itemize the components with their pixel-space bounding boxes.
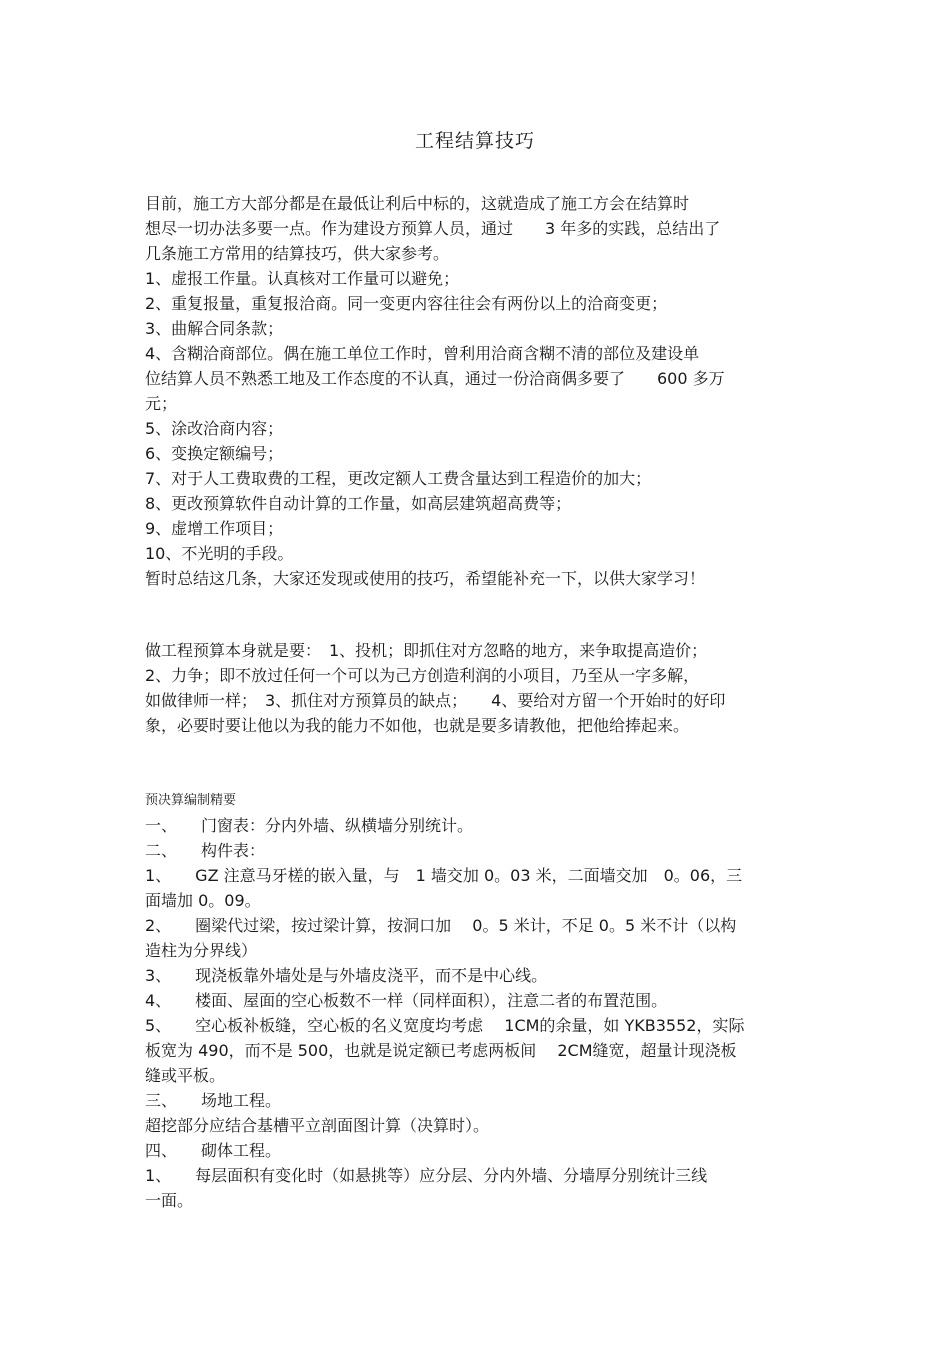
paragraph-line: 超挖部分应结合基槽平立剖面图计算（决算时）。 — [145, 1116, 490, 1135]
paragraph-line: 几条施工方常用的结算技巧，供大家参考。 — [145, 244, 450, 263]
list-item: 6、变换定额编号； — [145, 444, 284, 463]
summary-line: 暂时总结这几条，大家还发现或使用的技巧，希望能补充一下，以供大家学习！ — [145, 569, 706, 588]
paragraph-line: 4、 楼面、屋面的空心板数不一样（同样面积），注意二者的布置范围。 — [145, 991, 668, 1010]
paragraph-line: 一面。 — [145, 1191, 194, 1210]
paragraph-line: 如做律师一样； 3、抓住对方预算员的缺点； 4、要给对方留一个开始时的好印 — [145, 691, 726, 710]
paragraph-line: 一、 门窗表：分内外墙、纵横墙分别统计。 — [145, 816, 474, 835]
paragraph-line: 三、 场地工程。 — [145, 1091, 282, 1110]
paragraph-line: 2、力争；即不放过任何一个可以为己方创造利润的小项目，乃至从一字多解， — [145, 666, 700, 685]
document-title: 工程结算技巧 — [414, 130, 535, 152]
paragraph-line: 1、 每层面积有变化时（如悬挑等）应分层、分内外墙、分墙厚分别统计三线 — [145, 1166, 708, 1185]
paragraph-line: 二、 构件表： — [145, 841, 266, 860]
paragraph-line: 象，必要时要让他以为我的能力不如他，也就是要多请教他，把他给捧起来。 — [145, 716, 690, 735]
paragraph-line: 1、 GZ 注意马牙槎的嵌入量，与 1 墙交加 0。03 米，二面墙交加 0。06，三 — [145, 866, 743, 885]
paragraph-line: 板宽为 490，而不是 500，也就是说定额已考虑两板间 2CM缝宽，超量计现浇板 — [145, 1041, 737, 1060]
list-item: 9、虚增工作项目； — [145, 519, 284, 538]
list-item: 1、虚报工作量。认真核对工作量可以避免； — [145, 269, 460, 288]
list-item: 2、重复报量，重复报洽商。同一变更内容往往会有两份以上的洽商变更； — [145, 294, 668, 313]
paragraph-line: 5、 空心板补板缝，空心板的名义宽度均考虑 1CM的余量，如 YKB3552，实际 — [145, 1016, 745, 1035]
list-item: 元； — [145, 394, 178, 413]
paragraph-line: 做工程预算本身就是要： 1、投机；即抓住对方忽略的地方，来争取提高造价； — [145, 641, 708, 660]
paragraph-line: 2、 圈梁代过梁，按过梁计算，按洞口加 0。5 米计，不足 0。5 米不计（以构 — [145, 916, 737, 935]
list-item: 5、涂改洽商内容； — [145, 419, 284, 438]
paragraph-line: 四、 砌体工程。 — [145, 1141, 282, 1160]
section-heading: 预决算编制精要 — [145, 793, 237, 808]
paragraph-line: 目前，施工方大部分都是在最低让利后中标的，这就造成了施工方会在结算时 — [145, 194, 690, 213]
list-item: 3、曲解合同条款； — [145, 319, 284, 338]
paragraph-line: 面墙加 0。09。 — [145, 891, 261, 910]
list-item: 10、不光明的手段。 — [145, 544, 294, 563]
paragraph-line: 缝或平板。 — [145, 1066, 226, 1085]
paragraph-line: 想尽一切办法多要一点。作为建设方预算人员，通过 3 年多的实践，总结出了 — [145, 219, 721, 238]
paragraph-line: 3、 现浇板靠外墙处是与外墙皮浇平，而不是中心线。 — [145, 966, 548, 985]
list-item: 8、更改预算软件自动计算的工作量，如高层建筑超高费等； — [145, 494, 572, 513]
list-item: 7、对于人工费取费的工程，更改定额人工费含量达到工程造价的加大； — [145, 469, 652, 488]
list-item: 4、含糊洽商部位。偶在施工单位工作时，曾利用洽商含糊不清的部位及建设单 — [145, 344, 700, 363]
list-item: 位结算人员不熟悉工地及工作态度的不认真，通过一份洽商偶多要了 600 多万 — [145, 369, 725, 388]
paragraph-line: 造柱为分界线） — [145, 941, 258, 960]
